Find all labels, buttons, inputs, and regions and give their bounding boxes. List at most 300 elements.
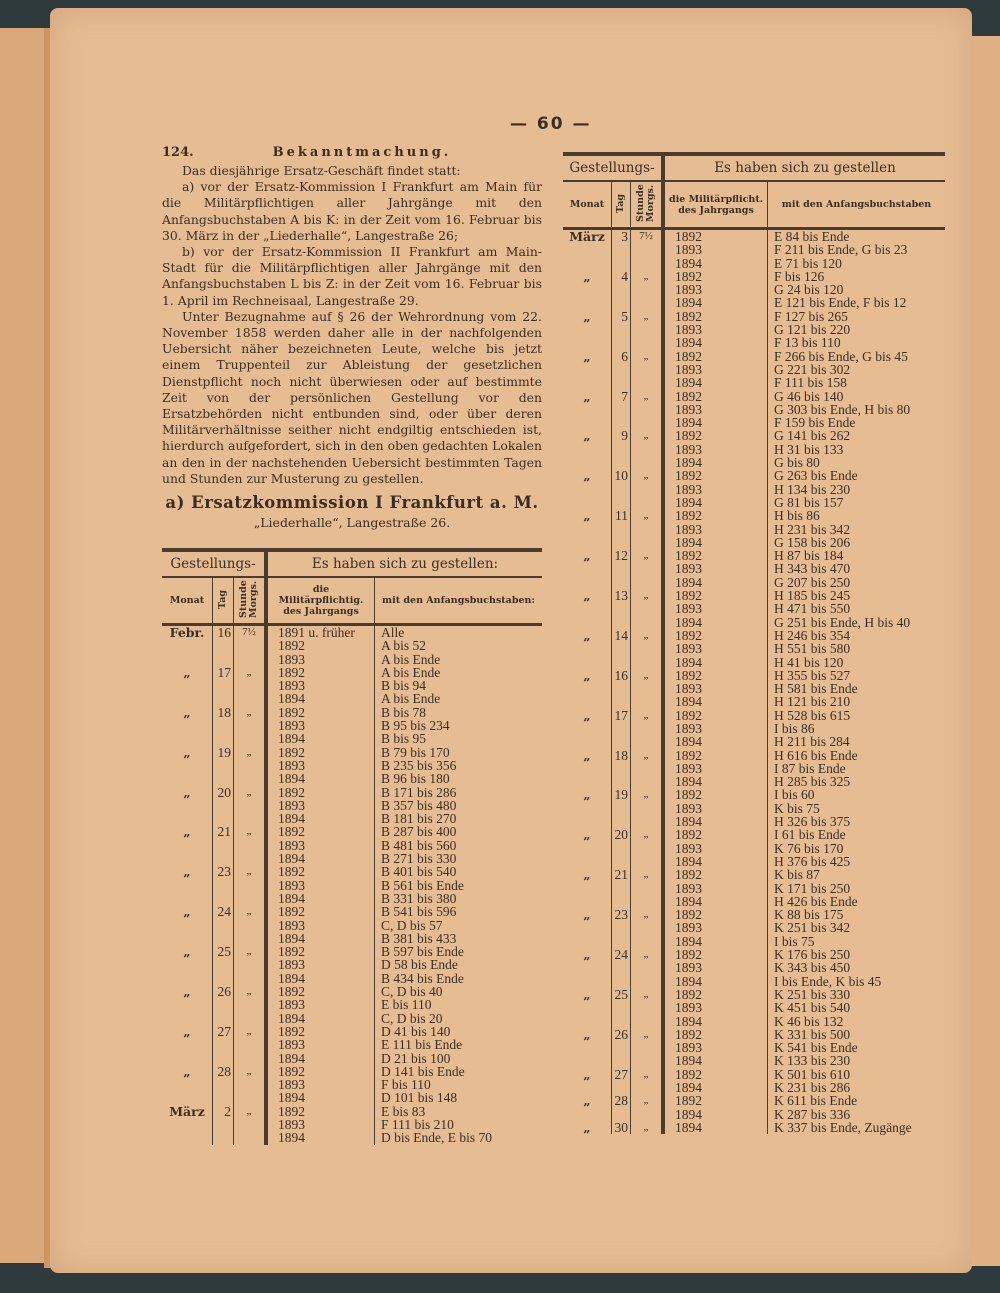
cell-buchstaben: F 159 bis Ende bbox=[768, 416, 946, 429]
cell-monat bbox=[162, 719, 213, 732]
table-row bbox=[563, 1054, 945, 1067]
cell-jahrgang: 1892 bbox=[266, 1065, 375, 1078]
cell-jahrgang: 1894 bbox=[663, 656, 768, 669]
cell-stunde: „ bbox=[246, 945, 252, 958]
cell-jahrgang: 1893 bbox=[663, 523, 768, 536]
table-row bbox=[162, 812, 542, 825]
cell-buchstaben: H 246 bis 354 bbox=[768, 629, 946, 642]
cell-tag bbox=[612, 363, 631, 376]
cell-buchstaben: H 231 bis 342 bbox=[768, 523, 946, 536]
cell-tag bbox=[213, 772, 234, 785]
cell-monat bbox=[563, 283, 612, 296]
cell-jahrgang: 1892 bbox=[266, 945, 375, 958]
cell-jahrgang: 1894 bbox=[266, 812, 375, 825]
cell-tag: 5 bbox=[612, 310, 631, 323]
table-row bbox=[563, 1121, 945, 1134]
notice-item-b: b) vor der Ersatz-Kommission II Frankfurt am Main-Stadt für die Militärpflichtigen aller Jahrgänge mit den Anfangsbuchstaben L bis Z: in der Zeit vom 16. Februar bis 1. April im Rechneisaal, Langestraße 29. bbox=[162, 244, 542, 308]
table-row bbox=[162, 1078, 542, 1091]
table-row bbox=[162, 1131, 542, 1144]
cell-jahrgang: 1892 bbox=[663, 270, 768, 283]
cell-jahrgang: 1894 bbox=[266, 852, 375, 865]
cell-monat: „ bbox=[583, 867, 591, 883]
cell-buchstaben: B 271 bis 330 bbox=[375, 852, 543, 865]
cell-jahrgang: 1892 bbox=[663, 429, 768, 442]
cell-tag bbox=[612, 376, 631, 389]
cell-stunde bbox=[631, 802, 664, 815]
cell-buchstaben: H 343 bis 470 bbox=[768, 562, 946, 575]
cell-buchstaben: K 176 bis 250 bbox=[768, 948, 946, 961]
cell-monat bbox=[563, 895, 612, 908]
table-row bbox=[563, 722, 945, 735]
cell-tag bbox=[213, 1078, 234, 1091]
cell-stunde bbox=[234, 958, 267, 971]
table-row bbox=[563, 775, 945, 788]
table-row bbox=[563, 429, 945, 442]
notice-item-a: a) vor der Ersatz-Kommission I Frankfurt am Main für die Militärpflichtigen aller Jahrgänge mit den Anfangsbuchstaben A bis K: in der Zeit vom 16. Februar bis 30. März in der „Liederhalle“, Langestraße 26; bbox=[162, 179, 542, 243]
cell-stunde: 7½ bbox=[242, 626, 256, 638]
cell-jahrgang: 1894 bbox=[663, 536, 768, 549]
cell-monat bbox=[162, 772, 213, 785]
table-row bbox=[563, 629, 945, 642]
cell-jahrgang: 1893 bbox=[266, 998, 375, 1011]
cell-stunde: „ bbox=[643, 389, 649, 402]
cell-tag: 25 bbox=[612, 988, 631, 1001]
cell-stunde bbox=[234, 1038, 267, 1051]
cell-stunde: „ bbox=[246, 705, 252, 718]
cell-tag: 4 bbox=[612, 270, 631, 283]
cell-jahrgang: 1893 bbox=[663, 882, 768, 895]
cell-stunde: „ bbox=[643, 828, 649, 841]
cell-jahrgang: 1894 bbox=[663, 1015, 768, 1028]
table-row bbox=[563, 1028, 945, 1041]
cell-monat: „ bbox=[183, 904, 191, 920]
cell-buchstaben: E 111 bis Ende bbox=[375, 1038, 543, 1051]
cell-buchstaben: G 24 bis 120 bbox=[768, 283, 946, 296]
cell-monat: „ bbox=[183, 1063, 191, 1079]
cell-tag: 23 bbox=[213, 865, 234, 878]
cell-tag bbox=[612, 775, 631, 788]
cell-monat bbox=[162, 932, 213, 945]
cell-tag: 19 bbox=[612, 788, 631, 801]
table-row bbox=[162, 932, 542, 945]
cell-stunde: „ bbox=[246, 745, 252, 758]
table-row bbox=[563, 1001, 945, 1014]
cell-jahrgang: 1892 bbox=[663, 908, 768, 921]
header-tag: Tag bbox=[213, 577, 234, 625]
cell-monat: „ bbox=[583, 827, 591, 843]
table-row bbox=[563, 908, 945, 921]
cell-monat: „ bbox=[183, 664, 191, 680]
cell-tag bbox=[612, 921, 631, 934]
table-row bbox=[563, 589, 945, 602]
cell-stunde bbox=[631, 882, 664, 895]
cell-stunde bbox=[631, 815, 664, 828]
table-row bbox=[563, 921, 945, 934]
cell-stunde bbox=[631, 1081, 664, 1094]
cell-monat bbox=[162, 1052, 213, 1065]
table-row bbox=[563, 403, 945, 416]
cell-buchstaben: B 235 bis 356 bbox=[375, 759, 543, 772]
table-row bbox=[563, 855, 945, 868]
cell-tag bbox=[612, 323, 631, 336]
cell-buchstaben: H 285 bis 325 bbox=[768, 775, 946, 788]
cell-tag: 23 bbox=[612, 908, 631, 921]
header-jahrgang: die Militärpflicht. des Jahrgangs bbox=[663, 181, 768, 229]
page-number: — 60 — bbox=[510, 114, 592, 134]
cell-stunde: „ bbox=[246, 665, 252, 678]
cell-buchstaben: A bis 52 bbox=[375, 639, 543, 652]
cell-monat bbox=[162, 812, 213, 825]
cell-buchstaben: B 96 bis 180 bbox=[375, 772, 543, 785]
cell-buchstaben: C, D bis 57 bbox=[375, 919, 543, 932]
cell-monat bbox=[162, 1091, 213, 1104]
cell-tag bbox=[612, 656, 631, 669]
cell-tag: 18 bbox=[213, 706, 234, 719]
cell-buchstaben: I 61 bis Ende bbox=[768, 828, 946, 841]
table-row bbox=[162, 679, 542, 692]
cell-buchstaben: D 21 bis 100 bbox=[375, 1052, 543, 1065]
cell-buchstaben: K 451 bis 540 bbox=[768, 1001, 946, 1014]
table-row bbox=[162, 732, 542, 745]
table-row bbox=[162, 839, 542, 852]
table-row bbox=[563, 882, 945, 895]
cell-buchstaben: B 381 bis 433 bbox=[375, 932, 543, 945]
cell-monat bbox=[162, 958, 213, 971]
cell-jahrgang: 1892 bbox=[663, 390, 768, 403]
cell-stunde: „ bbox=[246, 865, 252, 878]
cell-monat bbox=[563, 562, 612, 575]
table-row bbox=[162, 1025, 542, 1038]
cell-jahrgang: 1893 bbox=[663, 921, 768, 934]
cell-tag bbox=[213, 892, 234, 905]
cell-monat: „ bbox=[583, 1119, 591, 1135]
cell-buchstaben: G 141 bis 262 bbox=[768, 429, 946, 442]
table-row bbox=[563, 895, 945, 908]
cell-stunde bbox=[631, 323, 664, 336]
cell-jahrgang: 1894 bbox=[663, 1054, 768, 1067]
cell-buchstaben: H bis 86 bbox=[768, 509, 946, 522]
cell-tag bbox=[213, 692, 234, 705]
cell-stunde: „ bbox=[643, 349, 649, 362]
cell-stunde bbox=[631, 1015, 664, 1028]
cell-tag: 21 bbox=[612, 868, 631, 881]
table-row bbox=[563, 229, 945, 244]
cell-jahrgang: 1894 bbox=[663, 895, 768, 908]
table-row bbox=[563, 296, 945, 309]
cell-buchstaben: G 221 bis 302 bbox=[768, 363, 946, 376]
cell-buchstaben: A bis Ende bbox=[375, 666, 543, 679]
cell-buchstaben: G 121 bis 220 bbox=[768, 323, 946, 336]
cell-tag bbox=[612, 935, 631, 948]
cell-monat bbox=[563, 483, 612, 496]
cell-buchstaben: H 211 bis 284 bbox=[768, 735, 946, 748]
cell-tag bbox=[612, 735, 631, 748]
cell-jahrgang: 1893 bbox=[663, 722, 768, 735]
cell-jahrgang: 1892 bbox=[663, 549, 768, 562]
table-row bbox=[563, 310, 945, 323]
cell-tag bbox=[612, 961, 631, 974]
cell-monat bbox=[563, 602, 612, 615]
cell-monat bbox=[563, 403, 612, 416]
cell-monat bbox=[563, 536, 612, 549]
table-row bbox=[563, 961, 945, 974]
cell-buchstaben: K 331 bis 500 bbox=[768, 1028, 946, 1041]
cell-monat bbox=[563, 682, 612, 695]
cell-buchstaben: F 111 bis 210 bbox=[375, 1118, 543, 1131]
cell-buchstaben: K bis 75 bbox=[768, 802, 946, 815]
cell-stunde bbox=[234, 1118, 267, 1131]
schedule-table-left bbox=[162, 548, 542, 1145]
table-row bbox=[563, 1081, 945, 1094]
cell-monat: März bbox=[169, 1103, 205, 1119]
cell-stunde: „ bbox=[643, 1067, 649, 1080]
cell-tag: 6 bbox=[612, 350, 631, 363]
cell-tag bbox=[213, 732, 234, 745]
cell-tag: 20 bbox=[612, 828, 631, 841]
cell-jahrgang: 1893 bbox=[663, 961, 768, 974]
cell-jahrgang: 1891 u. früher bbox=[266, 625, 375, 640]
cell-buchstaben: K bis 87 bbox=[768, 868, 946, 881]
cell-tag bbox=[612, 762, 631, 775]
cell-monat bbox=[563, 1001, 612, 1014]
cell-stunde bbox=[631, 1054, 664, 1067]
cell-jahrgang: 1894 bbox=[663, 975, 768, 988]
cell-monat: „ bbox=[183, 704, 191, 720]
cell-tag bbox=[612, 336, 631, 349]
cell-tag bbox=[612, 895, 631, 908]
table-row bbox=[162, 625, 542, 640]
cell-stunde bbox=[631, 642, 664, 655]
cell-jahrgang: 1893 bbox=[266, 839, 375, 852]
cell-stunde bbox=[234, 812, 267, 825]
cell-monat bbox=[563, 1041, 612, 1054]
header-jahrgang: die Militärpflichtig. des Jahrgangs bbox=[266, 577, 375, 625]
cell-monat bbox=[162, 919, 213, 932]
table-row bbox=[162, 1118, 542, 1131]
table-row bbox=[563, 988, 945, 1001]
cell-buchstaben: H 581 bis Ende bbox=[768, 682, 946, 695]
cell-stunde: „ bbox=[643, 868, 649, 881]
cell-monat: „ bbox=[583, 348, 591, 364]
cell-jahrgang: 1894 bbox=[663, 1108, 768, 1121]
cell-monat bbox=[563, 456, 612, 469]
cell-jahrgang: 1892 bbox=[663, 868, 768, 881]
table-row bbox=[162, 786, 542, 799]
cell-tag bbox=[213, 839, 234, 852]
cell-jahrgang: 1892 bbox=[663, 749, 768, 762]
cell-stunde bbox=[234, 732, 267, 745]
cell-buchstaben: H 326 bis 375 bbox=[768, 815, 946, 828]
table-row bbox=[162, 1038, 542, 1051]
cell-buchstaben: B 434 bis Ende bbox=[375, 972, 543, 985]
notice-body: Unter Bezugnahme auf § 26 der Wehrordnung vom 22. November 1858 werden daher alle in der nachfolgenden Uebersicht näher bezeichneten Leute, welche bis jetzt einem Truppenteil zur Ableistung der gesetzlichen Dienstpflicht noch nicht überwiesen oder auf bestimmte Zeit von der persönlichen Gestellung vor den Ersatzbehörden nicht entbunden sind, oder über deren Militärverhältnisse seither nicht endgiltig entschieden ist, hierdurch aufgefordert, sich in den oben gedachten Lokalen an den in der nachstehenden Uebersicht bestimmten Tagen und Stunden zur Musterung zu gestellen. bbox=[162, 308, 542, 486]
cell-tag: 12 bbox=[612, 549, 631, 562]
table-row bbox=[563, 762, 945, 775]
cell-stunde bbox=[234, 759, 267, 772]
cell-buchstaben: B 597 bis Ende bbox=[375, 945, 543, 958]
cell-monat bbox=[563, 695, 612, 708]
cell-buchstaben: B 171 bis 286 bbox=[375, 786, 543, 799]
cell-stunde bbox=[631, 483, 664, 496]
cell-tag: 21 bbox=[213, 825, 234, 838]
cell-stunde bbox=[234, 998, 267, 1011]
cell-tag bbox=[612, 283, 631, 296]
cell-jahrgang: 1892 bbox=[266, 746, 375, 759]
cell-jahrgang: 1892 bbox=[663, 629, 768, 642]
cell-monat bbox=[563, 855, 612, 868]
cell-stunde: „ bbox=[643, 948, 649, 961]
cell-stunde: „ bbox=[246, 905, 252, 918]
cell-jahrgang: 1894 bbox=[663, 855, 768, 868]
cell-jahrgang: 1893 bbox=[266, 799, 375, 812]
cell-monat: „ bbox=[183, 944, 191, 960]
cell-buchstaben: K 337 bis Ende, Zugänge bbox=[768, 1121, 946, 1134]
cell-monat bbox=[162, 732, 213, 745]
cell-monat: „ bbox=[183, 784, 191, 800]
cell-jahrgang: 1894 bbox=[266, 1052, 375, 1065]
cell-stunde bbox=[631, 975, 664, 988]
cell-buchstaben: B 79 bis 170 bbox=[375, 746, 543, 759]
table-row bbox=[563, 709, 945, 722]
table-row bbox=[162, 1091, 542, 1104]
cell-monat bbox=[563, 376, 612, 389]
header-buchstaben: mit den Anfangsbuchstaben: bbox=[375, 577, 543, 625]
cell-tag bbox=[612, 443, 631, 456]
cell-jahrgang: 1893 bbox=[663, 483, 768, 496]
cell-tag bbox=[612, 523, 631, 536]
cell-jahrgang: 1894 bbox=[266, 932, 375, 945]
cell-jahrgang: 1894 bbox=[663, 416, 768, 429]
table-row bbox=[563, 656, 945, 669]
cell-stunde bbox=[234, 879, 267, 892]
cell-monat: „ bbox=[583, 428, 591, 444]
cell-monat bbox=[563, 921, 612, 934]
table-row bbox=[563, 562, 945, 575]
cell-tag bbox=[612, 243, 631, 256]
cell-tag bbox=[213, 1012, 234, 1025]
cell-stunde bbox=[631, 921, 664, 934]
cell-stunde: „ bbox=[643, 748, 649, 761]
cell-jahrgang: 1893 bbox=[266, 679, 375, 692]
cell-jahrgang: 1893 bbox=[663, 323, 768, 336]
cell-monat bbox=[563, 363, 612, 376]
cell-tag bbox=[612, 602, 631, 615]
cell-buchstaben: H 471 bis 550 bbox=[768, 602, 946, 615]
cell-stunde bbox=[234, 1052, 267, 1065]
table-row bbox=[162, 692, 542, 705]
cell-monat bbox=[563, 1054, 612, 1067]
cell-jahrgang: 1892 bbox=[663, 709, 768, 722]
table-row bbox=[563, 642, 945, 655]
cell-jahrgang: 1892 bbox=[663, 788, 768, 801]
cell-tag bbox=[612, 842, 631, 855]
cell-stunde bbox=[234, 799, 267, 812]
cell-jahrgang: 1892 bbox=[266, 666, 375, 679]
table-row bbox=[563, 483, 945, 496]
cell-tag bbox=[612, 257, 631, 270]
table-row bbox=[162, 892, 542, 905]
cell-jahrgang: 1894 bbox=[663, 935, 768, 948]
table-row bbox=[563, 323, 945, 336]
cell-monat bbox=[162, 759, 213, 772]
cell-tag bbox=[213, 653, 234, 666]
cell-stunde bbox=[631, 602, 664, 615]
cell-buchstaben: C, D bis 40 bbox=[375, 985, 543, 998]
cell-buchstaben: B bis 94 bbox=[375, 679, 543, 692]
cell-jahrgang: 1893 bbox=[663, 682, 768, 695]
cell-stunde bbox=[234, 1091, 267, 1104]
cell-tag: 17 bbox=[213, 666, 234, 679]
cell-tag: 24 bbox=[213, 905, 234, 918]
cell-stunde: 7½ bbox=[639, 230, 653, 242]
cell-monat bbox=[563, 416, 612, 429]
header-group-gestellen: Es haben sich zu gestellen: bbox=[266, 552, 542, 577]
cell-tag bbox=[612, 975, 631, 988]
cell-stunde bbox=[631, 296, 664, 309]
cell-buchstaben: I bis 86 bbox=[768, 722, 946, 735]
cell-tag bbox=[612, 1041, 631, 1054]
cell-stunde bbox=[234, 972, 267, 985]
cell-jahrgang: 1892 bbox=[663, 469, 768, 482]
table-row bbox=[162, 998, 542, 1011]
cell-stunde: „ bbox=[246, 825, 252, 838]
cell-monat: Febr. bbox=[169, 625, 205, 640]
table-row bbox=[162, 1065, 542, 1078]
cell-tag bbox=[612, 562, 631, 575]
cell-buchstaben: D 41 bis 140 bbox=[375, 1025, 543, 1038]
cell-stunde: „ bbox=[246, 1104, 252, 1117]
table-row bbox=[563, 509, 945, 522]
header-stunde: Stunde Morgs. bbox=[234, 577, 267, 625]
table-row bbox=[563, 549, 945, 562]
cell-monat: „ bbox=[583, 308, 591, 324]
cell-jahrgang: 1894 bbox=[663, 775, 768, 788]
cell-monat: „ bbox=[583, 388, 591, 404]
cell-monat: „ bbox=[583, 907, 591, 923]
table-row bbox=[563, 1068, 945, 1081]
cell-stunde bbox=[631, 1041, 664, 1054]
cell-jahrgang: 1894 bbox=[663, 695, 768, 708]
cell-tag bbox=[213, 759, 234, 772]
cell-stunde bbox=[234, 1078, 267, 1091]
table-row bbox=[162, 825, 542, 838]
cell-buchstaben: B 181 bis 270 bbox=[375, 812, 543, 825]
table-row bbox=[563, 802, 945, 815]
cell-jahrgang: 1892 bbox=[663, 310, 768, 323]
notice-column bbox=[162, 145, 542, 530]
cell-stunde bbox=[631, 695, 664, 708]
cell-stunde bbox=[631, 1001, 664, 1014]
cell-monat: „ bbox=[583, 707, 591, 723]
table-row bbox=[563, 283, 945, 296]
cell-buchstaben: D 58 bis Ende bbox=[375, 958, 543, 971]
cell-jahrgang: 1893 bbox=[266, 1118, 375, 1131]
cell-buchstaben: K 231 bis 286 bbox=[768, 1081, 946, 1094]
cell-tag bbox=[213, 1038, 234, 1051]
cell-stunde: „ bbox=[643, 429, 649, 442]
cell-tag bbox=[612, 1015, 631, 1028]
cell-jahrgang: 1894 bbox=[663, 815, 768, 828]
cell-jahrgang: 1893 bbox=[266, 759, 375, 772]
cell-jahrgang: 1892 bbox=[663, 988, 768, 1001]
table-row bbox=[563, 416, 945, 429]
table-row bbox=[563, 456, 945, 469]
cell-monat bbox=[162, 1118, 213, 1131]
cell-monat bbox=[563, 802, 612, 815]
cell-jahrgang: 1892 bbox=[663, 1028, 768, 1041]
table-row bbox=[563, 749, 945, 762]
cell-tag: 14 bbox=[612, 629, 631, 642]
